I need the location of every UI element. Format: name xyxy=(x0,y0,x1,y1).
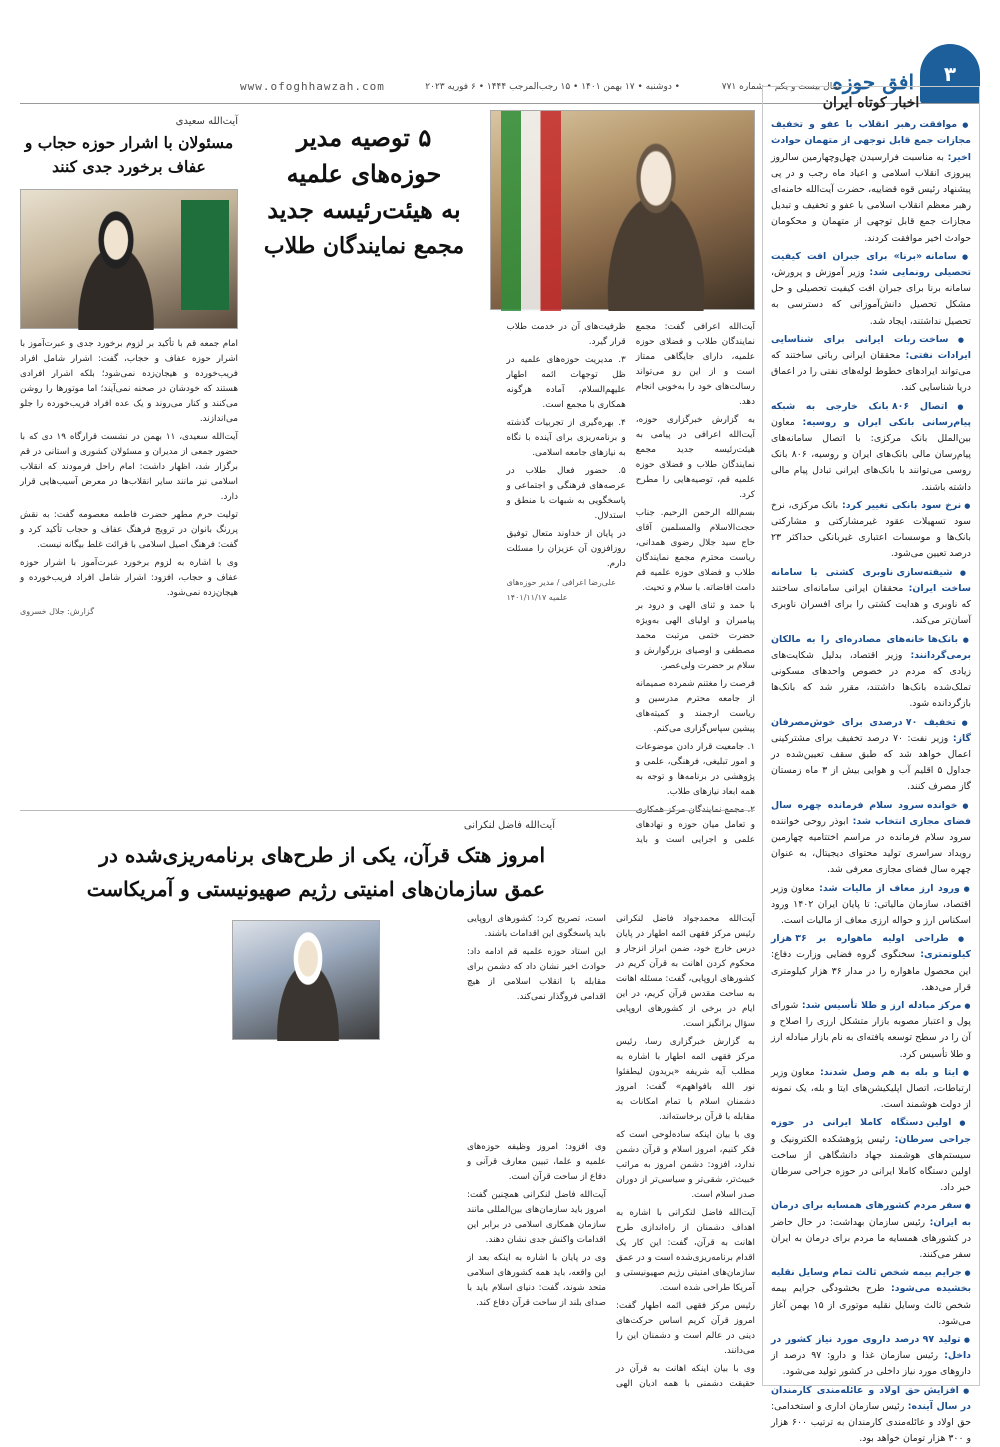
article-signature: گزارش: جلال خسروی xyxy=(20,607,95,616)
article-paragraph: آیت‌الله فاضل لنکرانی همچنین گفت: امروز باید سازمان‌های بین‌المللی مانند سازمان همکاری اسلامی در برابر این اقدامات واکنش جدی نشان دهند. xyxy=(467,1190,606,1245)
news-item-title: ● تولید ۹۷ درصد داروی مورد نیاز کشور در داخل: xyxy=(771,1334,971,1361)
news-item-text: به مناسبت فرارسیدن چهل‌وچهارمین سالروز پیروزی انقلاب اسلامی و اعیاد ماه رجب و در پی پیشنهاد رئیس قوه قضاییه، حضرت آیت‌الله خامنه‌ای رهبر معظم انقلاب اسلامی با عفو و تخفیف و تبدیل مجازات جمع قابل توجهی از متهمان و محکومان حوادث اخیر موافقت کردند. xyxy=(771,151,971,244)
short-news-title: اخبار کوتاه ایران xyxy=(822,95,920,111)
news-item-title: ● تخفیف ۷۰ درصدی برای خوش‌مصرفان گاز: xyxy=(771,717,971,744)
news-item xyxy=(771,798,971,879)
section-divider xyxy=(20,810,755,811)
news-item-title: ● ورود ارز معاف از مالیات شد: xyxy=(815,883,971,894)
article-body xyxy=(20,337,238,805)
article-paragraph: به گزارش خبرگزاری رسا، رئیس مرکز فقهی ائمه اطهار با اشاره به مطلب آیه شریفه «یریدون لیطفئوا نور الله بافواههم» گفت: امروز دشمنان اسلام با تمام امکانات به مقابله با قرآن برخاسته‌اند. xyxy=(616,1037,755,1122)
news-item xyxy=(771,1198,971,1263)
article-signature: علی‌رضا اعرافی / مدیر حوزه‌های علمیه ۱۴۰۱/۱۱/۱۷ xyxy=(506,578,616,602)
article-kicker: آیت‌الله سعیدی xyxy=(175,116,238,127)
news-item-title: ● طراحی اولیه ماهواره بر ۳۶ هزار کیلوتمتری: xyxy=(771,933,971,960)
news-item-text: وزیر اقتصاد، بدلیل شکایت‌های زیادی که مردم در خصوص واحدهای مسکونی تملک‌شده بانک‌ها داشتند، مقرر شد که بانک‌ها بازگردانده شود. xyxy=(771,649,971,710)
news-item xyxy=(771,998,971,1063)
news-item-text: بانک مرکزی، نرخ سود تسهیلات عقود غیرمشارکتی و مشارکتی بانک‌ها و موسسات اعتباری غیربانکی حداکثر ۲۳ درصد تعیین می‌شود. xyxy=(771,499,971,560)
news-item xyxy=(771,1115,971,1196)
news-item-text: سخنگوی گروه فضایی وزارت دفاع: این محصول ماهواره را در مدار ۳۶ هزار کیلومتری قرار می‌دهد. xyxy=(771,949,971,993)
article-paragraph: آیت‌الله سعیدی، ۱۱ بهمن در نشست قرارگاه ۱۹ دی که با حضور جمعی از مدیران و مسئولان کشوری و استانی در قم برگزار شد، اظهار داشت: امام راحل فرمودند که انقلاب اسلامی نیز مانند سایر انقلاب‌ها در معرض آسیب‌هایی قرار دارد. xyxy=(20,432,238,502)
headline-line-2: به هیئت‌رئیسه جدید xyxy=(267,195,461,224)
news-item-text: وزیر آموزش و پرورش، سامانه برنا برای جبران افت کیفیت تحصیلی و حل مشکل تحصیل دانش‌آموزانی که دسترسی به تحصیل نداشتند، ایجاد شد. xyxy=(771,267,971,327)
news-item xyxy=(771,565,971,630)
short-news-column xyxy=(762,86,980,1445)
news-item-title: ● جرایم بیمه شخص ثالث تمام وسایل نقلیه بخشیده می‌شود: xyxy=(771,1267,971,1294)
news-item xyxy=(771,881,971,930)
article-paragraph: این استاد حوزه علمیه قم ادامه داد: حوادث اخیر نشان داد که دشمن برای مقابله با انقلاب اسلامی از هیچ اقدامی فروگذار نمی‌کند. xyxy=(467,947,606,1002)
news-item-title: ● نرخ سود بانکی تغییر کرد: xyxy=(838,500,971,511)
article-quran-desecration xyxy=(20,820,755,1410)
news-item-text: معاون وزیر اقتصاد، سازمان مالیاتی: تا پایان ایران ۱۴۰۲ ورود اسکناس ارز و حواله ارزی معاف از مالیات است. xyxy=(771,882,971,926)
news-item-text: ابوذر روحی خواننده سرود سلام فرمانده در مراسم اختتامیه چهارمین رویداد سراسری تولید محتوای دیجیتال، به عنوان چهره سال فضای مجازی معرفی شد. xyxy=(771,815,971,876)
news-item xyxy=(771,1383,971,1447)
news-item xyxy=(771,117,971,247)
cleric-portrait xyxy=(263,931,353,1041)
news-item-title: ● بانک‌ها خانه‌های مصادره‌ای را به مالکان برمی‌گردانند: xyxy=(771,634,971,661)
article-paragraph: آیت‌الله محمدجواد فاضل لنکرانی رئیس مرکز فقهی ائمه اطهار در پایان درس خارج خود، ضمن ابراز انزجار و محکوم کردن اهانت به قرآن کریم در کشورهای اروپایی، گفت: مسئله اهانت به ساحت مقدس قرآن کریم، در این ایام در برخی از کشورهای اروپایی سؤال برانگیز است. xyxy=(616,914,755,1029)
article-paragraph: وی با اشاره به لزوم برخورد عبرت‌آموز با اشرار حوزه عفاف و حجاب، افزود: اشرار شامل افراد فریب‌خورده و هیجان‌زده نمی‌شود. xyxy=(20,558,238,598)
photo-spacer xyxy=(467,1008,606,1140)
news-item-text: طرح بخشودگی جرایم بیمه شخص ثالث وسایل نقلیه موتوری از ۱۵ بهمن آغاز می‌شود. xyxy=(771,1283,971,1327)
news-item xyxy=(771,249,971,330)
green-banner-image xyxy=(181,200,229,310)
brand-logo: افق حوزه xyxy=(832,70,914,94)
iran-flag-image xyxy=(501,111,561,311)
news-item-title: ● سفر مردم کشورهای همسایه برای درمان به ایران: xyxy=(771,1200,971,1227)
news-item-title: ● خوانده سرود سلام فرمانده چهره سال فضای مجازی انتخاب شد: xyxy=(771,800,971,827)
article-paragraph: ۴. بهره‌گیری از تجربیات گذشته و برنامه‌ریزی برای آینده با نگاه به نیازهای جامعه اسلامی. xyxy=(506,418,626,458)
news-item-title: ● اولین دستگاه کاملا ایرانی در حوزه جراحی سرطان: xyxy=(771,1117,971,1144)
article-paragraph: وی با بیان اینکه ساده‌لوحی است که فکر کنیم، امروز اسلام و قرآن دشمن ندارد، افزود: دشمن امروز به مراتب خبیث‌تر، شقی‌تر و سیاسی‌تر از دوران صدر اسلام است. xyxy=(616,1130,755,1200)
news-item xyxy=(771,332,971,397)
headline-line-3: مجمع نمایندگان طلاب xyxy=(263,233,465,259)
article-photo xyxy=(490,110,755,310)
website-link[interactable]: www.ofoghhawzah.com xyxy=(240,80,385,93)
article-paragraph: ۵. حضور فعال طلاب در عرصه‌های فرهنگی و اجتماعی و پاسخگویی به شبهات با منطق و استدلال. xyxy=(506,466,626,521)
news-item xyxy=(771,931,971,996)
article-paragraph: وی افزود: امروز وظیفه حوزه‌های علمیه و علما، تبیین معارف قرآنی و دفاع از ساحت قرآن است. xyxy=(467,1142,606,1182)
news-item-text: رئیس سازمان بهداشت: در حال حاضر در کشورهای همسایه ما مردم برای درمان به ایران سفر می‌کنند. xyxy=(771,1216,971,1261)
news-item-text: رئیس پژوهشکده الکترونیک و سیستم‌های هوشمند جهاد دانشگاهی از ساخت اولین دستگاه کاملا ایرانی در حوزه جراحی سرطان خبر داد. xyxy=(771,1133,971,1194)
article-hijab-officials xyxy=(20,110,238,815)
news-item-text: رئیس سازمان اداری و استخدامی: حق اولاد و عائله‌مندی کارمندان به ترتیب ۶۰۰ هزار و ۳۰۰ هزار تومان خواهد بود. xyxy=(771,1400,971,1445)
news-item xyxy=(771,1265,971,1330)
article-paragraph: با حمد و ثنای الهی و درود بر پیامبران و اولیای الهی به‌ویژه حضرت ختمی مرتبت محمد مصطفی و اوصیای بزرگوارش و سلام بر حضرت ولی‌عصر. xyxy=(635,601,755,671)
news-item-text: وزیر نفت: ۷۰ درصد تخفیف برای مشترکینی اعمال خواهد شد که طبق سقف تعیین‌شده در جداول ۵ اقلیم آب و هوایی بیش از ۳ ماه زمستان گاز مصرف کنند. xyxy=(771,732,971,793)
news-item-title: ● افزایش حق اولاد و عائله‌مندی کارمندان در سال آینده: xyxy=(771,1385,971,1412)
news-item xyxy=(771,715,971,796)
article-headline xyxy=(248,120,480,264)
news-item-title: ● موافقت رهبر انقلاب با عفو و تخفیف مجازات جمع قابل توجهی از متهمان حوادث اخیر: xyxy=(771,119,971,162)
news-item-text: محققان ایرانی رباتی ساختند که می‌تواند ایرادهای خطوط لوله‌های نفتی را در اعماق دریا شناسایی کند. xyxy=(771,350,971,394)
article-paragraph: تولیت حرم مطهر حضرت فاطمه معصومه گفت: به نقش پررنگ بانوان در ترویج فرهنگ عفاف و حجاب تأکید کرد و گفت: فرهنگ اصیل اسلامی با قرائت غلط بیگانه نیست. xyxy=(20,510,238,550)
news-item xyxy=(771,1332,971,1381)
news-item-text: شورای پول و اعتبار مصوبه بازار متشکل ارزی را اصلاح و آن را در سطح توسعه یافته‌ای به نام بازار مبادله ارز و طلا تأسیس کرد. xyxy=(771,999,971,1060)
article-photo xyxy=(232,920,380,1040)
article-paragraph: آیت‌الله اعرافی گفت: مجمع نمایندگان طلاب و فضلای حوزه علمیه، دارای جایگاهی ممتاز است و از این رو می‌تواند رسالت‌های خود را به‌خوبی انجام دهد. xyxy=(635,322,755,407)
cleric-portrait xyxy=(61,210,171,330)
news-item-title: ● ساخت ربات ایرانی برای شناسایی ایرادات نفتی: xyxy=(771,334,971,361)
news-item-text: رئیس سازمان غذا و دارو: ۹۷ درصد از داروهای مورد نیاز داخلی در کشور تولید می‌شود. xyxy=(771,1350,971,1378)
news-item xyxy=(771,1065,971,1114)
news-item-title: ● ایتا و بله به هم وصل شدند: xyxy=(815,1067,971,1078)
news-item xyxy=(771,399,971,496)
page-number: ۳ xyxy=(943,62,957,86)
article-paragraph: وی با بیان اینکه اهانت به قرآن در حقیقت دشمنی با همه ادیان الهی است، تصریح کرد: کشورهای اروپایی باید پاسخگوی این اقدامات باشند. xyxy=(467,914,755,1389)
news-item-title: ● سامانه «برنا» برای جبران افت کیفیت تحصیلی رونمایی شد: xyxy=(771,251,971,278)
article-headline: امروز هتک قرآن، یکی از طرح‌های برنامه‌ریزی‌شده در عمق سازمان‌های امنیتی رژیم صهیونیستی و آمریکاست xyxy=(86,843,545,901)
news-item xyxy=(771,498,971,563)
article-paragraph: در پایان از خداوند متعال توفیق روزافزون آن عزیزان را مسئلت دارم. xyxy=(506,529,626,569)
news-item-title: ● مرکز مبادله ارز و طلا تأسیس شد: xyxy=(798,1000,971,1011)
news-item xyxy=(771,632,971,713)
news-item-text: معاون بین‌الملل بانک مرکزی: با اتصال سامانه‌های پیام‌رسان مالی بانک‌های ایران و روسیه، ۸۰۶ بانک روسی می‌توانند با بانک‌های ایرانی تبادل پیام مالی داشته باشند. xyxy=(771,416,971,493)
article-photo xyxy=(20,189,238,329)
cleric-portrait xyxy=(581,141,731,311)
article-paragraph: ۱. جامعیت قرار دادن موضوعات و امور تبلیغی، فرهنگی، علمی و پژوهشی در برنامه‌ها و توجه به همه ابعاد نیازهای طلاب. xyxy=(635,742,755,797)
article-headline: مسئولان با اشرار حوزه حجاب و عفاف برخورد جدی کنند xyxy=(24,133,234,176)
article-paragraph: آیت‌الله فاضل لنکرانی با اشاره به اهداف دشمنان از راه‌اندازی طرح اهانت به قرآن، گفت: این کار یک اقدام برنامه‌ریزی‌شده است و در عمق سازمان‌های امنیتی رژیم صهیونیستی و آمریکا طراحی شده است. xyxy=(616,1208,755,1293)
dateline: • دوشنبه • ۱۷ بهمن ۱۴۰۱ • ۱۵ رجب‌المرجب ۱۴۴۴ • ۶ فوریه ۲۰۲۳ xyxy=(425,82,680,92)
issue-info: سال بیست و یکم • شماره ۷۷۱ xyxy=(721,82,840,92)
article-body xyxy=(20,912,755,1412)
article-kicker: آیت‌الله فاضل لنکرانی xyxy=(463,820,555,831)
article-paragraph: امام جمعه قم با تأکید بر لزوم برخورد جدی و عبرت‌آموز با اشرار حوزه عفاف و حجاب، گفت: اشرار شامل افراد فریب‌خورده و هیجان‌زده نمی‌شود؛ بلکه اشرار افرادی هستند که خودشان در صحنه نمی‌آیند؛ اما موتورها را روشن می‌کنند و کنار می‌روند و یک عده افراد فریب‌خورده را جلو می‌اندازند. xyxy=(20,339,238,424)
article-paragraph: فرصت را مغتنم شمرده صمیمانه از جامعه محترم مدرسین و ریاست ارجمند و کمیته‌های پیشین سپاس‌گزاری می‌کنم. xyxy=(635,679,755,734)
article-paragraph: ۲. مجمع نمایندگان مرکز همکاری و تعامل میان حوزه و نهادهای علمی و اجرایی است و باید ظرفیت‌های آن در خدمت طلاب قرار گیرد. xyxy=(506,322,755,845)
article-body xyxy=(248,320,755,860)
headline-line-1: ۵ توصیه مدیر حوزه‌های علمیه xyxy=(286,123,442,188)
news-item-text: معاون وزیر ارتباطات، اتصال اپلیکیشن‌های ایتا و بله، یک نمونه از دولت هوشمند است. xyxy=(771,1066,971,1111)
article-paragraph: ۳. مدیریت حوزه‌های علمیه در ظل توجهات ائمه اطهار علیهم‌السلام، آماده هرگونه همکاری با مجمع است. xyxy=(506,355,626,410)
article-paragraph: بسم‌الله الرحمن الرحیم. جناب حجت‌الاسلام والمسلمین آقای حاج سید جلال رضوی همدانی، ریاست محترم مجمع نمایندگان طلاب و فضلای حوزه علمیه قم دامت افاضاته. با سلام و تحیت. xyxy=(635,508,755,593)
news-item-title: ● اتصال ۸۰۶ بانک خارجی به شبکه پیام‌رسانی بانکی ایران و روسیه: xyxy=(771,401,971,428)
news-item-title: ● شیفته‌سازی ناوبری کشتی با سامانه ساخت ایران: xyxy=(771,567,971,594)
article-paragraph: به گزارش خبرگزاری حوزه، آیت‌الله اعرافی در پیامی به هیئت‌رئیسه جدید مجمع نمایندگان طلاب و فضلای حوزه علمیه قم، توصیه‌هایی را مطرح کرد. xyxy=(635,415,755,500)
article-paragraph: رئیس مرکز فقهی ائمه اطهار گفت: امروز قرآن کریم اساس حرکت‌های دینی در عالم است و دشمنان این را می‌دانند. xyxy=(616,1301,755,1356)
news-item-text: محققان ایرانی سامانه‌ای ساختند که ناوبری و هدایت کشتی را برای افسران ناوبری آسان‌تر می‌کند. xyxy=(771,582,971,627)
short-news-list xyxy=(771,117,971,1447)
article-paragraph: وی در پایان با اشاره به اینکه بعد از این واقعه، باید همه کشورهای اسلامی متحد شوند، گفت: دنیای اسلام باید با صدای بلند از ساحت قرآن دفاع کند. xyxy=(467,1253,606,1308)
